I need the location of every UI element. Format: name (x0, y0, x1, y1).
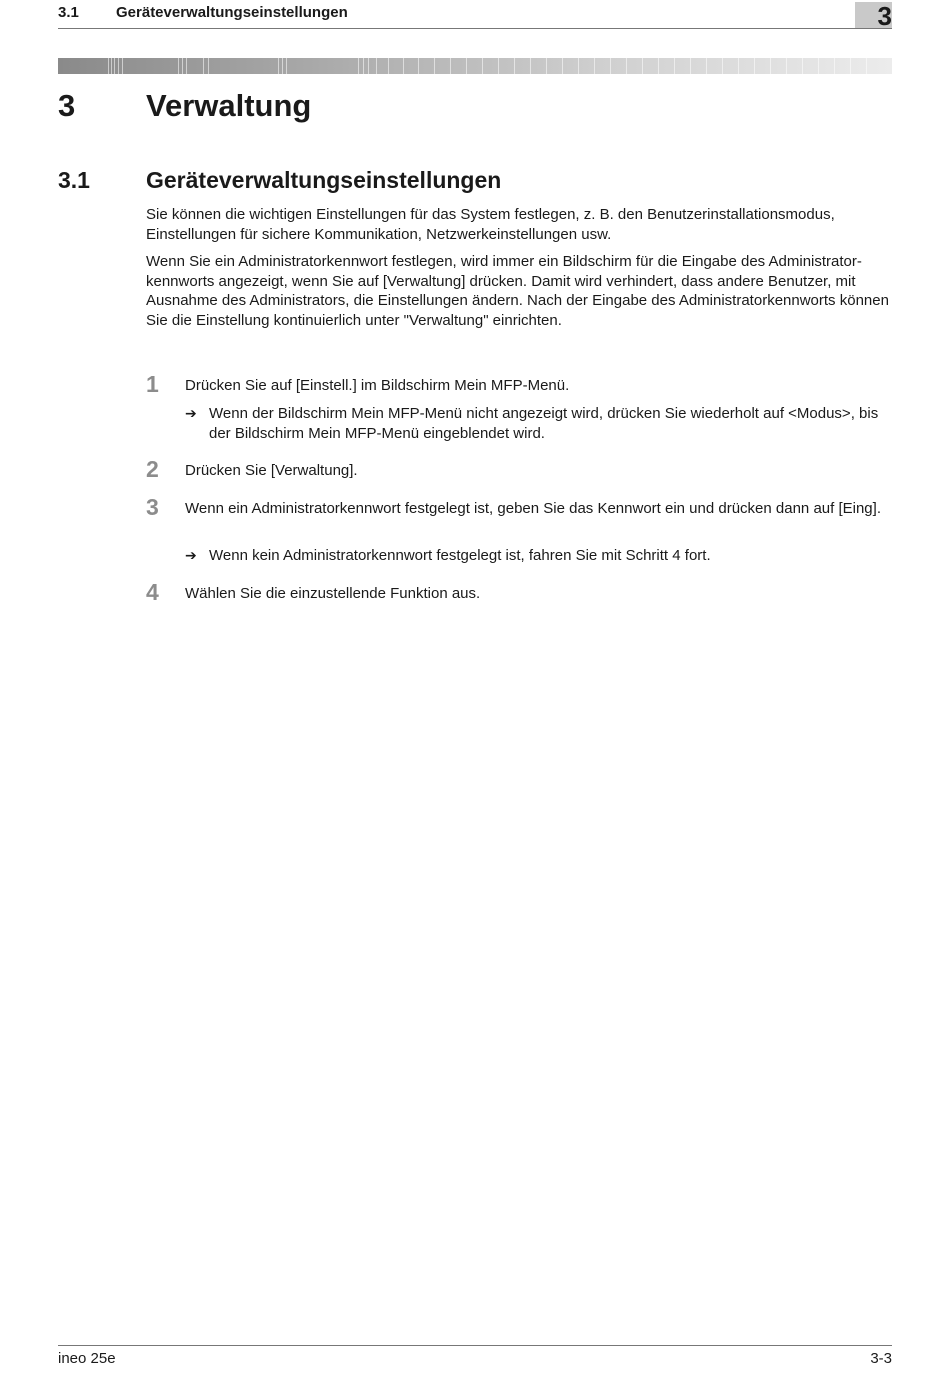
arrow-right-icon: ➔ (185, 547, 197, 563)
decorative-band (58, 58, 892, 74)
step-text: Wählen Sie die einzustellende Funktion aus. (185, 585, 481, 602)
step-number: 2 (146, 456, 159, 482)
chapter-number: 3 (58, 88, 76, 123)
footer-divider (58, 1345, 892, 1346)
chapter-title: Verwaltung (146, 88, 312, 123)
header-divider (58, 28, 892, 29)
step-number: 4 (146, 579, 159, 605)
arrow-right-icon: ➔ (185, 405, 197, 421)
step-text: Drücken Sie auf [Einstell.] im Bildschirm Mein MFP-Menü. (185, 377, 570, 394)
step-note: Wenn der Bildschirm Mein MFP-Menü nicht angezeigt wird, drücken Sie wiederholt auf <Modus>, bis der Bildschirm Mein MFP-Menü eingeblendet wird. (209, 405, 879, 442)
step-note: Wenn kein Administratorkennwort festgelegt ist, fahren Sie mit Schritt 4 fort. (209, 547, 711, 564)
chapter-tab-number: 3 (877, 1, 892, 31)
footer-product-name: ineo 25e (58, 1350, 116, 1367)
intro-paragraph: Sie können die wichtigen Einstellungen für das System festlegen, z. B. den Benutzerinstallationsmodus, Einstellungen für sichere Kommunikation, Netzwerkeinstellungen usw. (146, 206, 835, 243)
section-title: Geräteverwaltungseinstellungen (146, 167, 502, 193)
band-stripes (58, 58, 892, 74)
step-text: Drücken Sie [Verwaltung]. (185, 462, 358, 479)
admin-password-paragraph: Wenn Sie ein Administratorkennwort festlegen, wird immer ein Bildschirm für die Eingabe des Administratorkennworts angezeigt, wenn Sie auf [Verwaltung] drücken. Damit wird verhindert, dass andere Benutzer, mit Ausnahme des Administrators, die Einstellungen ändern. Nach der Eingabe des Administratorkennworts können Sie die Einstellung kontinuierlich unter "Verwaltung" einrichten. (146, 253, 889, 329)
step-number: 3 (146, 494, 159, 520)
section-number: 3.1 (58, 167, 90, 193)
running-header-section-number: 3.1 (58, 4, 79, 21)
footer-page-number: 3-3 (870, 1350, 892, 1367)
running-header-section-title: Geräteverwaltungseinstellungen (116, 4, 348, 21)
step-text: Wenn ein Administratorkennwort festgelegt ist, geben Sie das Kennwort ein und drücken dann auf [Eing]. (185, 500, 881, 517)
step-number: 1 (146, 371, 159, 397)
